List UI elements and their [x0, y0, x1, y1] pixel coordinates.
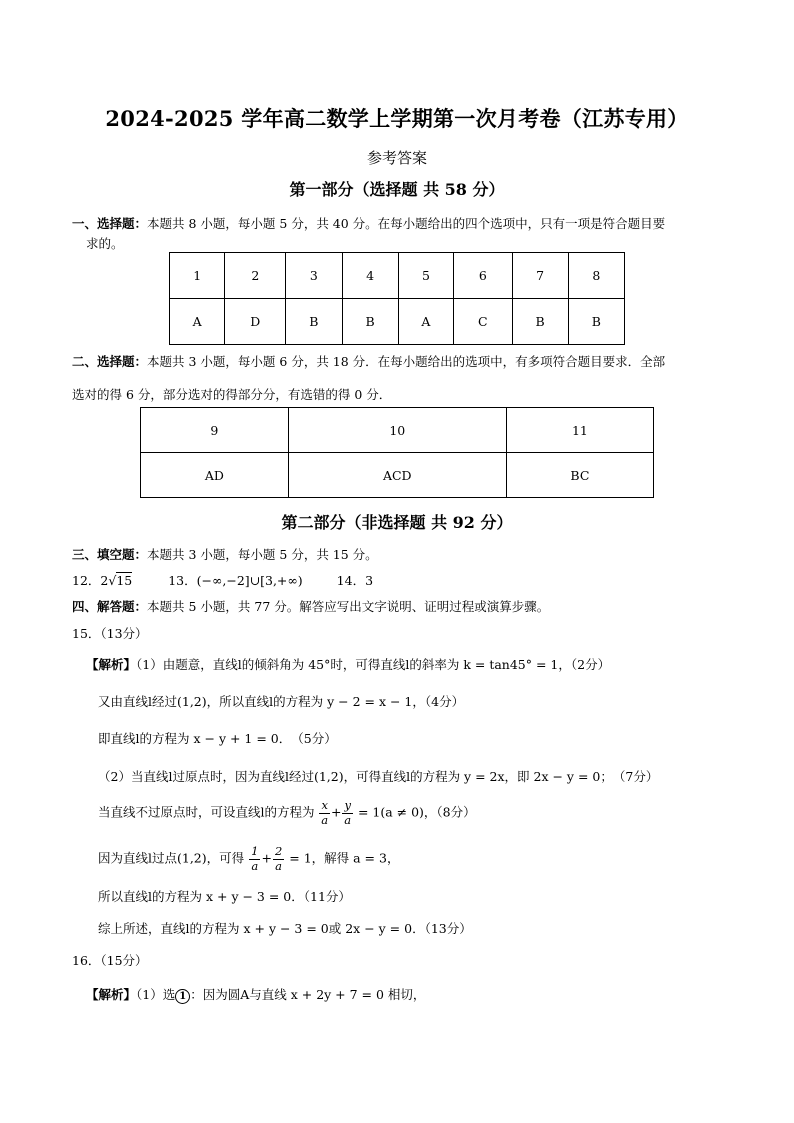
q15-line8: 综上所述，直线l的方程为 x + y − 3 = 0或 2x − y = 0．（13分）: [98, 921, 472, 936]
table-cell: 9: [141, 408, 289, 453]
section2-answer-row: [141, 453, 654, 498]
part1-heading: 第一部分（选择题 共 58 分）: [289, 180, 505, 199]
answer-12-coef: 2: [100, 573, 109, 588]
q15-line2: 又由直线l经过(1,2)，所以直线l的方程为 y − 2 = x − 1，（4分）: [98, 694, 465, 709]
q15-line6-pre: 因为直线l过点(1,2)，可得: [98, 850, 245, 866]
q15-line5-pre: 当直线不过原点时，可设直线l的方程为: [98, 804, 315, 820]
q16-pre: （1）选: [136, 987, 176, 1002]
section1-answer-row: [170, 299, 625, 345]
table-cell: B: [342, 299, 398, 345]
section3-answers: [72, 571, 373, 589]
section3-instructions: [72, 545, 378, 563]
table-cell: C: [454, 299, 512, 345]
q15-line5-post: = 1(a ≠ 0)，（8分）: [357, 804, 476, 820]
table-cell: ACD: [288, 453, 506, 498]
sqrt-symbol: √: [108, 573, 117, 588]
fraction: [342, 800, 353, 826]
q15-line6-post: = 1，解得 a = 3，: [289, 850, 400, 866]
section4-instructions: [72, 597, 549, 615]
page-title: 2024-2025 学年高二数学上学期第一次月考卷（江苏专用）: [105, 106, 689, 131]
answer-12-radicand: 15: [116, 573, 133, 588]
table-cell: 3: [286, 253, 342, 299]
part2-heading: 第二部分（非选择题 共 92 分）: [281, 513, 513, 532]
section1-text1: 本题共 8 小题，每小题 5 分，共 40 分。在每小题给出的四个选项中，只有一项是符合题目要: [147, 216, 666, 231]
q16-post: ：因为圆A与直线 x + 2y + 7 = 0 相切，: [190, 987, 426, 1002]
fraction-numerator: 1: [251, 844, 259, 858]
section2-head: 二、选择题：: [72, 354, 148, 369]
q15-line1-text: （1）由题意，直线l的倾斜角为 45°时，可得直线l的斜率为 k = tan45° = 1，（2分）: [136, 657, 611, 672]
section1-head: 一、选择题：: [72, 216, 148, 231]
fraction-numerator: 2: [274, 844, 283, 858]
table-cell: 8: [568, 253, 624, 299]
section1-text2: 求的。: [86, 236, 124, 251]
section3-text: 本题共 3 小题，每小题 5 分，共 15 分。: [147, 547, 378, 562]
fraction-denominator: a: [275, 858, 283, 873]
table-cell: B: [568, 299, 624, 345]
q16-line1: [86, 985, 425, 1004]
q15-line4: （2）当直线l过原点时，因为直线l经过(1,2)，可得直线l的方程为 y = 2x，即 2x − y = 0； （7分）: [98, 769, 659, 784]
answer-13-value: (−∞,−2]∪[3,+∞): [196, 573, 303, 588]
section2-text1: 本题共 3 小题，每小题 6 分，共 18 分．在每小题给出的选项中，有多项符合题目要求．全部: [147, 354, 666, 369]
table-cell: A: [170, 299, 225, 345]
answer-13-label: 13．: [168, 573, 197, 588]
q15-line7: 所以直线l的方程为 x + y − 3 = 0．（11分）: [98, 889, 351, 904]
table-cell: D: [225, 299, 286, 345]
page-subtitle: 参考答案: [366, 149, 427, 167]
plus-sign: +: [330, 804, 342, 820]
section1-instructions: [72, 214, 665, 232]
q15-line3: 即直线l的方程为 x − y + 1 = 0． （5分）: [98, 731, 337, 746]
fraction-denominator: a: [344, 812, 352, 827]
plus-sign: +: [261, 850, 272, 866]
table-cell: 4: [342, 253, 398, 299]
table-cell: 7: [512, 253, 568, 299]
answer-14-label: 14．: [336, 573, 366, 588]
section4-text: 本题共 5 小题，共 77 分。解答应写出文字说明、证明过程或演算步骤。: [147, 599, 550, 614]
fraction: [273, 846, 284, 872]
q15-line1: [86, 655, 610, 673]
section1-number-row: [170, 253, 625, 299]
q16-label: 16．（15分）: [72, 953, 148, 968]
q16-tag: 【解析】: [86, 987, 137, 1002]
circled-number: 1: [175, 989, 190, 1004]
table-cell: 10: [288, 408, 506, 453]
q15-tag: 【解析】: [86, 657, 137, 672]
fraction-numerator: y: [344, 798, 351, 812]
q15-line6: [98, 846, 399, 872]
fraction: [249, 846, 260, 872]
section2-answer-table: [140, 407, 654, 498]
answer-14-value: 3: [365, 573, 374, 588]
table-cell: AD: [141, 453, 289, 498]
fraction-denominator: a: [321, 812, 329, 827]
fraction-denominator: a: [251, 858, 259, 873]
table-cell: 1: [170, 253, 225, 299]
table-cell: 11: [506, 408, 653, 453]
section1-answer-table: [169, 252, 625, 345]
table-cell: 2: [225, 253, 286, 299]
fraction-numerator: x: [321, 798, 328, 812]
table-cell: A: [398, 299, 453, 345]
table-cell: BC: [506, 453, 653, 498]
table-cell: B: [286, 299, 342, 345]
section2-number-row: [141, 408, 654, 453]
table-cell: 5: [398, 253, 453, 299]
answer-12-label: 12．: [72, 573, 101, 588]
section3-head: 三、填空题：: [72, 547, 148, 562]
table-cell: 6: [454, 253, 512, 299]
section2-text2: 选对的得 6 分，部分选对的得部分分，有选错的得 0 分．: [72, 387, 392, 402]
fraction: [319, 800, 330, 826]
q15-line5: [98, 800, 476, 826]
section4-head: 四、解答题：: [72, 599, 148, 614]
q15-label: 15．（13分）: [72, 626, 148, 641]
table-cell: B: [512, 299, 568, 345]
section2-instructions: [72, 352, 665, 370]
